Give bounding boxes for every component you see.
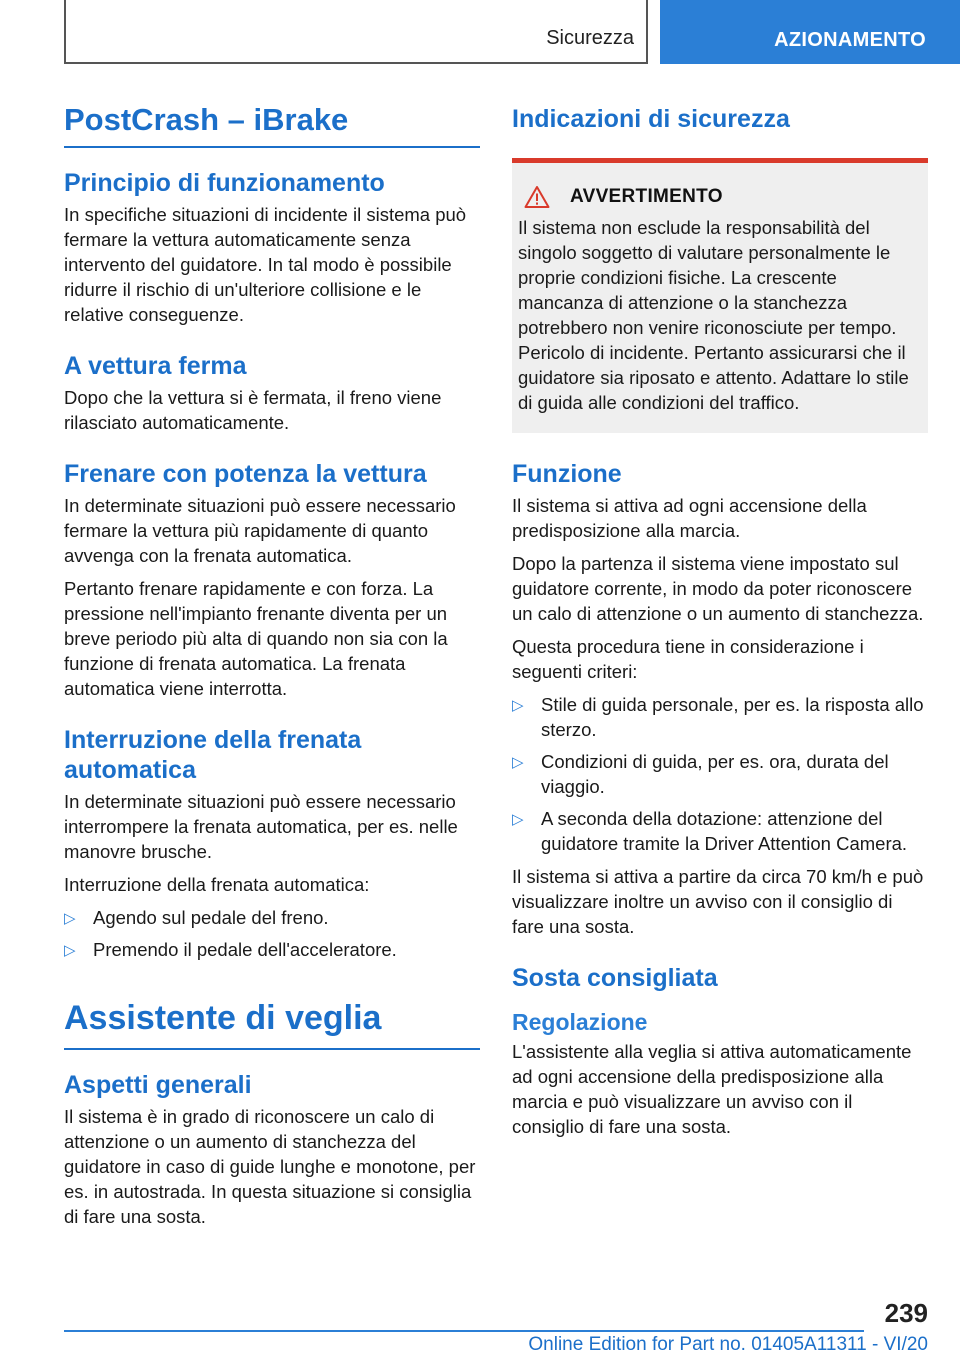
header-section-box <box>64 0 648 64</box>
interrupt-text-2: Interruzione della frenata automatica: <box>64 874 370 895</box>
list-item: ▷ Stile di guida personale, per es. la risposta allo sterzo. <box>512 694 924 740</box>
left-column <box>64 100 480 1237</box>
header-chapter-title: AZIONAMENTO <box>774 29 926 51</box>
footer-edition: Online Edition for Part no. 01405A11311 - VI/20 <box>528 1334 928 1355</box>
list-item: ▷ Premendo il pedale dell'acceleratore. <box>64 937 480 962</box>
list-item: ▷ A seconda della dotazione: attenzione del guidatore tramite la Driver Attention Camera. <box>512 808 908 854</box>
general-text: Il sistema è in grado di riconoscere un calo di attenzione o un aumento di stanchezza del guidatore in caso di guide lunghe e monotone, per es. in autostrada. In questa situazione si consiglia di fare una sosta. <box>64 1106 476 1227</box>
criteria-list <box>512 692 928 856</box>
warning-label: AVVERTIMENTO <box>570 186 723 207</box>
header-chapter-tab <box>660 0 960 64</box>
triangle-right-icon: ▷ <box>64 910 76 927</box>
safety-title: Indicazioni di sicurezza <box>512 105 790 133</box>
setting-heading: Regolazione <box>512 1009 648 1035</box>
interrupt-text-1: In determinate situazioni può essere necessario interrompere la frenata automatica, per es. nelle manovre brusche. <box>64 791 458 862</box>
function-heading: Funzione <box>512 460 622 488</box>
function-text-2: Dopo la partenza il sistema viene impostato sul guidatore corrente, in modo da poter riconoscere un calo di attenzione o un aumento di stanchezza. <box>512 553 924 624</box>
list-item: ▷ Agendo sul pedale del freno. <box>64 905 480 930</box>
triangle-right-icon: ▷ <box>512 811 524 828</box>
function-text-4: Il sistema si attiva a partire da circa 70 km/h e può visualizzare inoltre un avviso con il consiglio di fare una sosta. <box>512 866 924 937</box>
page-number: 239 <box>884 1298 928 1328</box>
warning-box <box>512 158 928 433</box>
triangle-right-icon: ▷ <box>512 697 524 714</box>
triangle-right-icon: ▷ <box>64 942 76 959</box>
rest-heading: Sosta consigliata <box>512 964 718 992</box>
brake-heading: Frenare con potenza la vettura <box>64 460 427 488</box>
setting-text: L'assistente alla veglia si attiva automaticamente ad ogni accensione della predisposizione alla marcia e può visualizzare un avviso con il consiglio di fare una sosta. <box>512 1041 912 1137</box>
brake-text-2: Pertanto frenare rapidamente e con forza. La pressione nell'impianto frenante diventa per un breve periodo più alta di quando non sia con la funzione di frenata automatica. La frenata automatica viene interrotta. <box>64 578 448 699</box>
warning-text: Il sistema non esclude la responsabilità del singolo soggetto di valutare personalmente le proprie condizioni fisiche. La crescente mancanza di attenzione o la stanchezza potrebbero non venire riconosciute per tempo. Pericolo di incidente. Pertanto assicurarsi che il guidatore sia riposato e attento. Adattare lo stile di guida alle condizioni del traffico. <box>518 217 909 413</box>
interrupt-list <box>64 905 480 962</box>
right-column <box>512 100 928 1147</box>
list-item: ▷ Condizioni di guida, per es. ora, durata del viaggio. <box>512 751 889 797</box>
function-text-3: Questa procedura tiene in considerazione i seguenti criteri: <box>512 636 864 682</box>
assist-title: Assistente di veglia <box>64 998 480 1050</box>
function-text-1: Il sistema si attiva ad ogni accensione della predisposizione alla marcia. <box>512 495 867 541</box>
principle-text: In specifiche situazioni di incidente il sistema può fermare la vettura automaticamente senza intervento del guidatore. In tal modo è possibile ridurre il rischio di un'ulteriore collisione e le relative conseguenze. <box>64 204 467 325</box>
stopped-text: Dopo che la vettura si è fermata, il freno viene rilasciato automaticamente. <box>64 387 442 433</box>
brake-text-1: In determinate situazioni può essere necessario fermare la vettura più rapidamente di quanto avvenga con la frenata automatica. <box>64 495 456 566</box>
general-heading: Aspetti generali <box>64 1071 252 1099</box>
triangle-right-icon: ▷ <box>512 754 524 771</box>
header-section-title: Sicurezza <box>546 27 634 49</box>
interrupt-heading: Interruzione della frenata automatica <box>64 726 362 784</box>
footer-divider <box>64 1330 864 1332</box>
warning-triangle-icon <box>524 185 550 209</box>
stopped-heading: A vettura ferma <box>64 352 247 380</box>
principle-heading: Principio di funzionamento <box>64 169 385 197</box>
postcrash-title: PostCrash – iBrake <box>64 100 480 148</box>
